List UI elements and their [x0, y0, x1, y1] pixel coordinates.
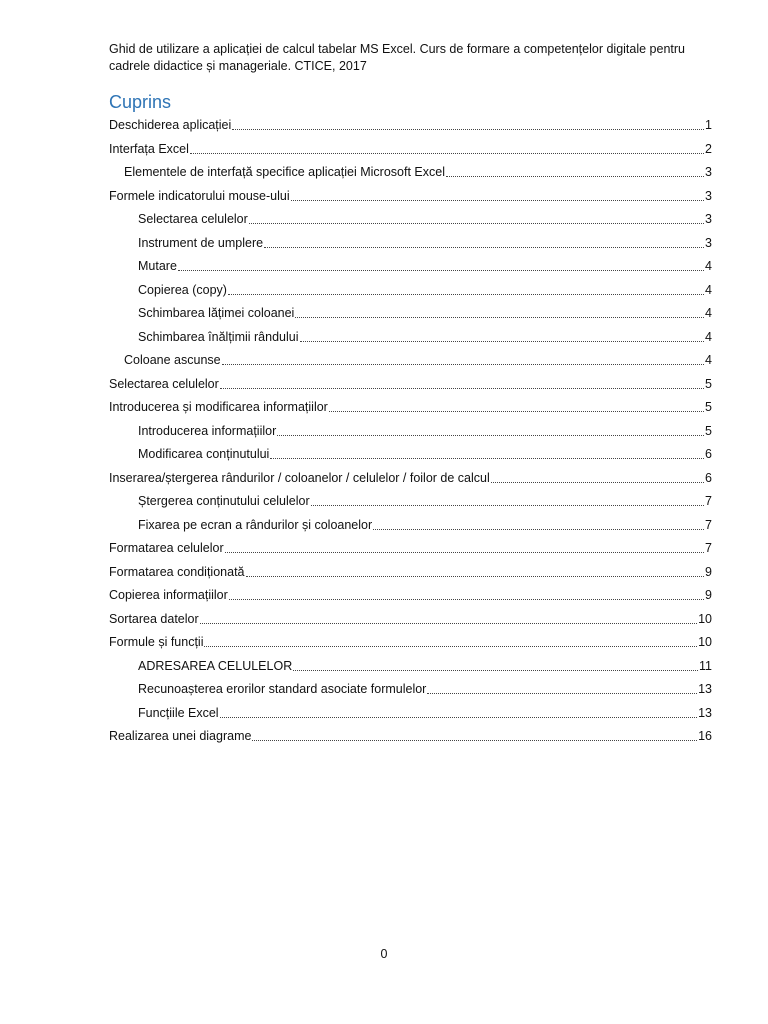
toc-entry-page[interactable]: 3: [705, 212, 712, 226]
toc-entry-page[interactable]: 4: [705, 353, 712, 367]
toc-entry-page[interactable]: 4: [705, 282, 712, 297]
toc-entry-page[interactable]: 5: [705, 400, 712, 414]
toc-dot-leader: [293, 670, 698, 671]
toc-entry[interactable]: [109, 537, 712, 561]
toc-entry[interactable]: [109, 114, 712, 138]
toc-dot-leader: [222, 364, 704, 365]
toc-dot-leader: [427, 693, 697, 694]
toc-entry[interactable]: [109, 443, 712, 467]
toc-entry-label[interactable]: Mutare: [138, 259, 177, 273]
toc-dot-leader: [178, 270, 704, 271]
toc-entry[interactable]: [109, 490, 712, 514]
toc-dot-leader: [311, 505, 704, 506]
toc-entry-label[interactable]: Formatarea condiționată: [109, 564, 245, 579]
toc-entry-label[interactable]: Schimbarea lățimei coloanei: [138, 306, 295, 320]
toc-dot-leader: [249, 223, 704, 224]
toc-dot-leader: [277, 435, 704, 436]
page-number: 0: [380, 947, 388, 961]
toc-entry-page[interactable]: 3: [705, 165, 712, 179]
toc-entry-label[interactable]: Fixarea pe ecran a rândurilor și coloanelor: [138, 517, 373, 532]
toc-dot-leader: [252, 740, 697, 741]
toc-entry-label[interactable]: Copierea informațiilor: [109, 588, 228, 602]
toc-entry-page[interactable]: 7: [705, 494, 712, 508]
toc-entry-page[interactable]: 6: [705, 470, 712, 485]
toc-entry-page[interactable]: 1: [705, 118, 712, 132]
toc-entry-page[interactable]: 3: [705, 235, 712, 250]
toc-entry-label[interactable]: Instrument de umplere: [138, 235, 264, 250]
toc-dot-leader: [295, 317, 704, 318]
toc-entry-label[interactable]: Introducerea și modificarea informațiilor: [109, 400, 328, 414]
toc-entry[interactable]: [109, 279, 712, 303]
toc-entry[interactable]: [109, 396, 712, 420]
toc-entry[interactable]: [109, 302, 712, 326]
toc-entry-label[interactable]: Ștergerea conținutului celulelor: [138, 494, 310, 508]
toc-entry[interactable]: [109, 655, 712, 679]
toc-entry-page[interactable]: 13: [698, 682, 712, 696]
toc-dot-leader: [200, 623, 697, 624]
toc-entry-label[interactable]: Modificarea conținutului: [138, 447, 270, 461]
toc-dot-leader: [329, 411, 704, 412]
toc-entry-page[interactable]: 3: [705, 188, 712, 203]
toc-entry[interactable]: [109, 373, 712, 397]
toc-entry-page[interactable]: 4: [705, 259, 712, 273]
table-of-contents: [109, 114, 712, 749]
toc-entry-page[interactable]: 16: [698, 729, 712, 743]
toc-entry-label[interactable]: Schimbarea înălțimii rândului: [138, 329, 299, 344]
toc-entry-page[interactable]: 10: [698, 611, 712, 626]
toc-dot-leader: [246, 576, 705, 577]
toc-entry-label[interactable]: Formatarea celulelor: [109, 541, 224, 555]
toc-entry[interactable]: [109, 725, 712, 749]
toc-entry-label[interactable]: Selectarea celulelor: [109, 376, 219, 391]
toc-entry-label[interactable]: Formule și funcții: [109, 635, 204, 649]
toc-entry[interactable]: [109, 255, 712, 279]
toc-entry-page[interactable]: 5: [705, 376, 712, 391]
toc-entry-page[interactable]: 13: [698, 705, 712, 720]
toc-entry-label[interactable]: Deschiderea aplicației: [109, 118, 232, 132]
toc-entry[interactable]: [109, 138, 712, 162]
toc-dot-leader: [446, 176, 704, 177]
toc-dot-leader: [204, 646, 697, 647]
toc-dot-leader: [291, 200, 704, 201]
toc-entry-page[interactable]: 2: [705, 141, 712, 156]
toc-entry[interactable]: [109, 584, 712, 608]
toc-dot-leader: [229, 599, 704, 600]
toc-entry[interactable]: [109, 161, 712, 185]
toc-dot-leader: [190, 153, 704, 154]
toc-entry[interactable]: [109, 631, 712, 655]
toc-entry[interactable]: [109, 326, 712, 350]
toc-entry-label[interactable]: Inserarea/ștergerea rândurilor / coloanelor / celulelor / foilor de calcul: [109, 470, 490, 485]
toc-dot-leader: [264, 247, 704, 248]
toc-entry[interactable]: [109, 349, 712, 373]
toc-entry[interactable]: [109, 232, 712, 256]
header-line-2: cadrele didactice și manageriale. CTICE, 2017: [109, 59, 367, 73]
toc-entry[interactable]: [109, 467, 712, 491]
toc-entry[interactable]: [109, 420, 712, 444]
toc-entry-page[interactable]: 11: [699, 658, 712, 673]
toc-entry[interactable]: [109, 608, 712, 632]
toc-dot-leader: [225, 552, 704, 553]
toc-entry-label[interactable]: Funcțiile Excel: [138, 705, 219, 720]
toc-entry-label[interactable]: ADRESAREA CELULELOR: [138, 658, 293, 673]
toc-entry-label[interactable]: Selectarea celulelor: [138, 212, 248, 226]
toc-entry-page[interactable]: 5: [705, 423, 712, 438]
toc-entry-page[interactable]: 4: [705, 329, 712, 344]
toc-entry-page[interactable]: 7: [705, 541, 712, 555]
toc-entry-label[interactable]: Formele indicatorului mouse-ului: [109, 188, 290, 203]
toc-entry-page[interactable]: 9: [705, 588, 712, 602]
toc-dot-leader: [220, 388, 704, 389]
header-line-1: Ghid de utilizare a aplicației de calcul tabelar MS Excel. Curs de formare a competențelor digitale pentru: [109, 42, 685, 56]
toc-title: Cuprins: [109, 92, 172, 112]
toc-dot-leader: [220, 717, 698, 718]
document-header: [109, 41, 729, 75]
toc-entry[interactable]: [109, 208, 712, 232]
toc-entry[interactable]: [109, 702, 712, 726]
toc-entry-label[interactable]: Interfața Excel: [109, 141, 189, 156]
toc-dot-leader: [232, 129, 704, 130]
toc-entry-page[interactable]: 7: [705, 517, 712, 532]
toc-dot-leader: [491, 482, 704, 483]
toc-entry-page[interactable]: 6: [705, 447, 712, 461]
toc-entry-label[interactable]: Recunoașterea erorilor standard asociate formulelor: [138, 682, 427, 696]
toc-entry-label[interactable]: Copierea (copy): [138, 282, 227, 297]
toc-entry-label[interactable]: Coloane ascunse: [124, 353, 221, 367]
toc-dot-leader: [270, 458, 704, 459]
toc-entry-label[interactable]: Introducerea informațiilor: [138, 423, 277, 438]
toc-entry-page[interactable]: 4: [705, 306, 712, 320]
toc-entry[interactable]: [109, 514, 712, 538]
toc-entry[interactable]: [109, 678, 712, 702]
toc-dot-leader: [228, 294, 704, 295]
toc-entry-label[interactable]: Elementele de interfață specifice aplicației Microsoft Excel: [124, 165, 445, 179]
toc-entry-label[interactable]: Sortarea datelor: [109, 611, 199, 626]
toc-dot-leader: [373, 529, 704, 530]
toc-dot-leader: [300, 341, 705, 342]
toc-entry-page[interactable]: 9: [705, 564, 712, 579]
toc-entry[interactable]: [109, 185, 712, 209]
toc-entry[interactable]: [109, 561, 712, 585]
toc-entry-page[interactable]: 10: [698, 635, 712, 649]
toc-entry-label[interactable]: Realizarea unei diagrame: [109, 729, 252, 743]
